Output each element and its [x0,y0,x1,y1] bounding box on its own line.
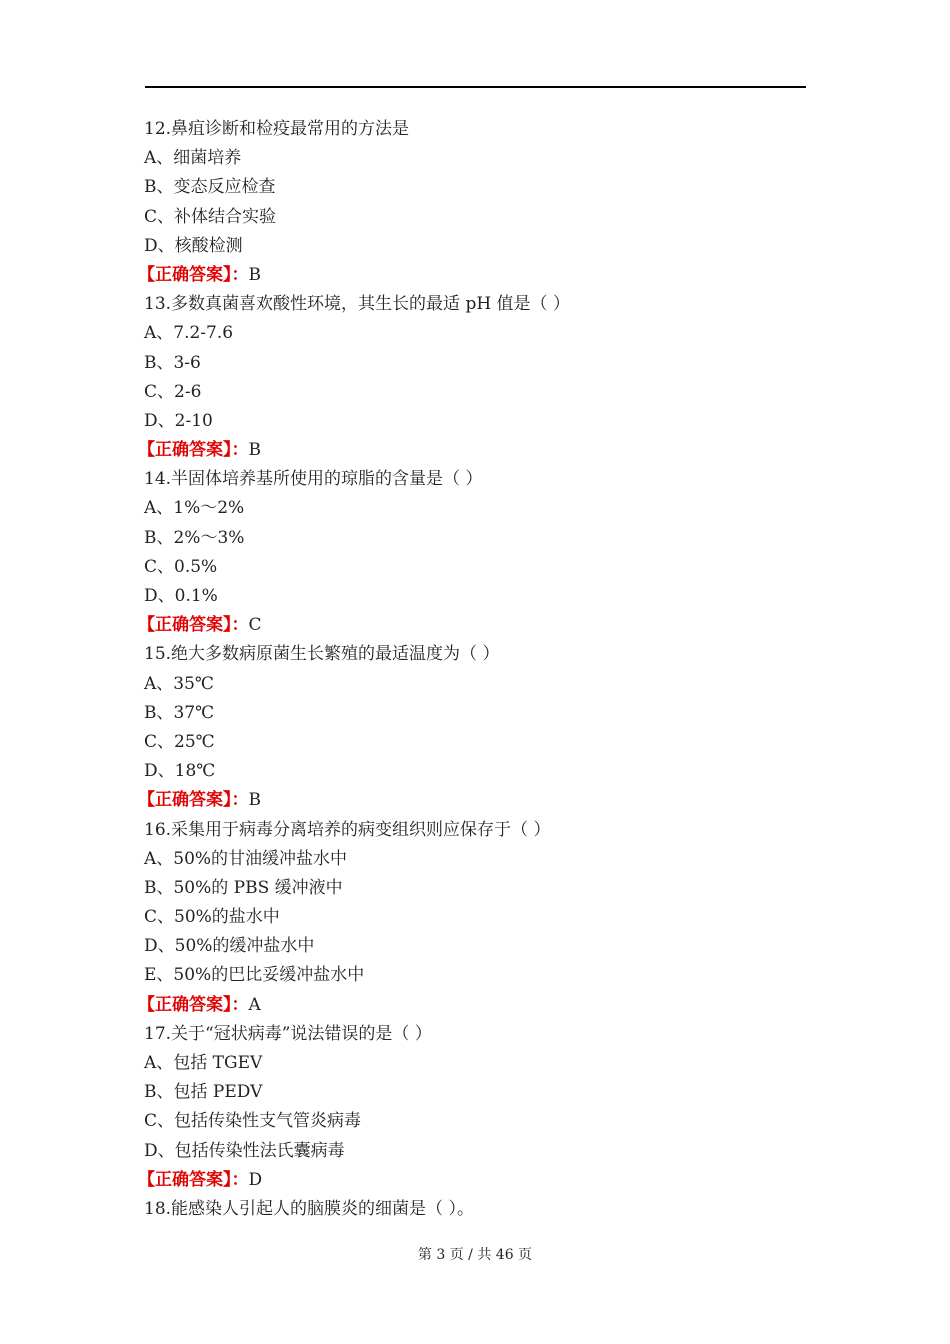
option-c: C、0.5% [144,556,218,577]
answer-label: 【正确答案】： [138,994,249,1015]
option-e: E、50%的巴比妥缓冲盐水中 [144,965,365,986]
page-footer: 第 3 页 / 共 46 页 [417,1247,533,1263]
option-d: D、18℃ [144,761,216,782]
option-c: C、包括传染性支气管炎病毒 [144,1111,362,1132]
option-c: C、50%的盐水中 [144,907,280,928]
answer-value: C [248,615,262,636]
option-b: B、3-6 [144,352,201,373]
option-a: A、包括 TGEV [144,1053,263,1073]
answer-line [138,436,814,465]
question-text: 13.多数真菌喜欢酸性环境，其生长的最适 pH 值是（ ） [144,294,570,315]
option-b: B、37℃ [144,702,215,723]
answer-value: D [248,1169,263,1190]
question-block [138,465,814,640]
option-a: A、1%～2% [144,498,245,519]
answer-line [138,786,814,815]
answer-line [138,1166,814,1195]
question-text: 12.鼻疽诊断和检疫最常用的方法是 [144,119,410,139]
question-text: 14.半固体培养基所使用的琼脂的含量是（ ） [144,469,483,490]
option-a: A、7.2-7.6 [144,323,234,344]
answer-line [138,991,814,1020]
answer-value: B [248,790,261,811]
answer-line [138,261,814,290]
question-text: 17.关于“冠状病毒”说法错误的是（ ） [144,1023,432,1044]
answer-line [138,611,814,640]
answer-label: 【正确答案】： [138,615,249,636]
answer-value: B [248,264,261,285]
option-b: B、包括 PEDV [144,1082,263,1103]
option-c: C、补体结合实验 [144,206,277,227]
question-block [138,115,814,290]
option-a: A、50%的甘油缓冲盐水中 [144,848,348,869]
answer-label: 【正确答案】： [138,264,249,285]
option-b: B、2%～3% [144,527,245,548]
option-b: B、50%的 PBS 缓冲液中 [144,877,343,898]
option-d: D、核酸检测 [144,235,243,256]
question-text: 18.能感染人引起人的脑膜炎的细菌是（ ）。 [144,1198,474,1219]
option-d: D、50%的缓冲盐水中 [144,936,315,957]
answer-label: 【正确答案】： [138,790,249,811]
question-text: 15.绝大多数病原菌生长繁殖的最适温度为（ ） [144,644,500,665]
question-list [138,115,814,1224]
answer-label: 【正确答案】： [138,440,249,461]
option-d: D、0.1% [144,586,218,606]
question-block [138,290,814,465]
header-rule [145,86,806,88]
option-d: D、包括传染性法氏囊病毒 [144,1140,345,1161]
option-c: C、25℃ [144,731,215,752]
question-text: 16.采集用于病毒分离培养的病变组织则应保存于（ ） [144,819,551,840]
answer-value: B [248,440,261,461]
answer-value: A [248,994,261,1015]
option-d: D、2-10 [144,410,213,431]
answer-label: 【正确答案】： [138,1169,249,1190]
option-b: B、变态反应检查 [144,177,276,198]
question-block [138,1020,814,1195]
option-a: A、35℃ [144,673,214,694]
question-block [138,640,814,815]
option-c: C、2-6 [144,381,202,402]
option-a: A、细菌培养 [144,148,242,169]
question-block [138,816,814,1020]
